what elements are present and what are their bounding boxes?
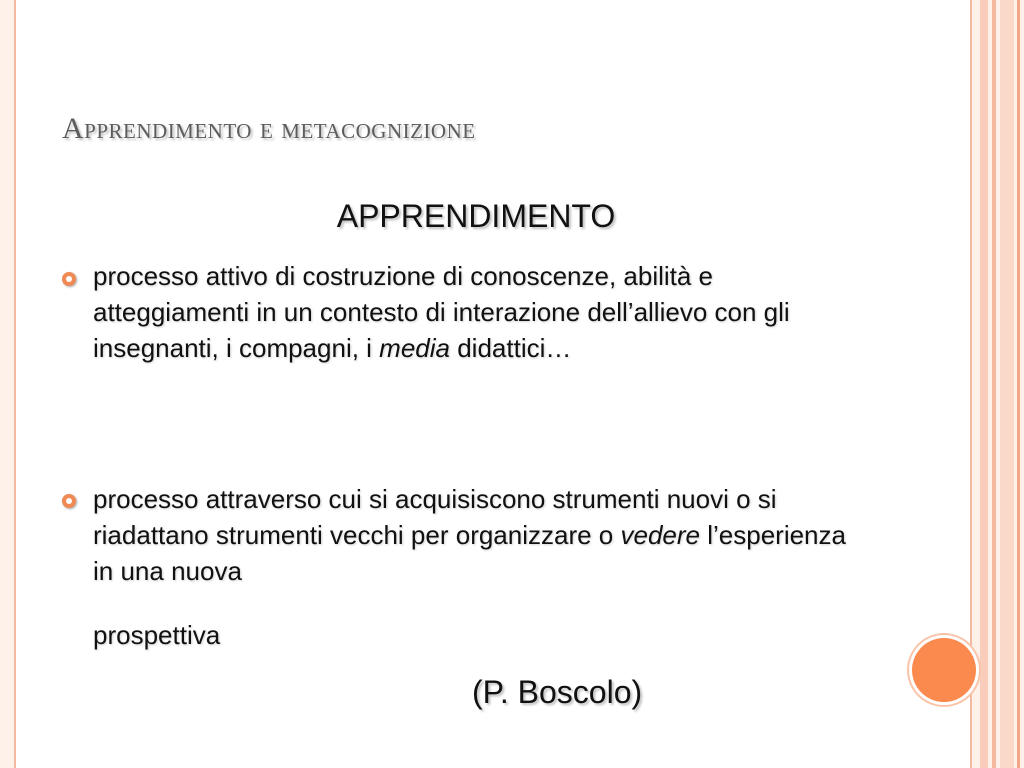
bullet-text-part: didattici… bbox=[450, 333, 572, 363]
citation: (P. Boscolo) bbox=[472, 674, 643, 710]
bullet-italic-text: vedere bbox=[620, 520, 700, 550]
decorative-circle bbox=[912, 638, 976, 702]
decorative-stripe bbox=[1017, 0, 1020, 768]
bullet-text-part: processo attivo di costruzione di conoscenze, abilità e atteggiamenti in un contesto di interazione dell’allievo con gli insegnanti, i compagni, i bbox=[93, 261, 790, 363]
bullet-icon bbox=[62, 494, 76, 508]
decorative-stripe bbox=[992, 0, 996, 768]
bullet-icon bbox=[62, 272, 76, 286]
slide-subheading: APPRENDIMENTO bbox=[336, 198, 616, 234]
bullet-text bbox=[93, 258, 873, 366]
bullet-text bbox=[93, 481, 873, 589]
bullet-text-part: processo attraverso cui si acquisiscono strumenti nuovi o si riadattano strumenti vecchi per organizzare o bbox=[93, 484, 777, 550]
decorative-stripe bbox=[1000, 0, 1014, 768]
bullet-text-last-line: prospettiva bbox=[93, 620, 221, 650]
slide-title: Apprendimento e metacognizione bbox=[62, 112, 476, 145]
bullet-text-part: l’esperienza in una nuova bbox=[93, 520, 846, 586]
bullet-italic-text: media bbox=[379, 333, 450, 363]
decorative-stripe bbox=[980, 0, 988, 768]
